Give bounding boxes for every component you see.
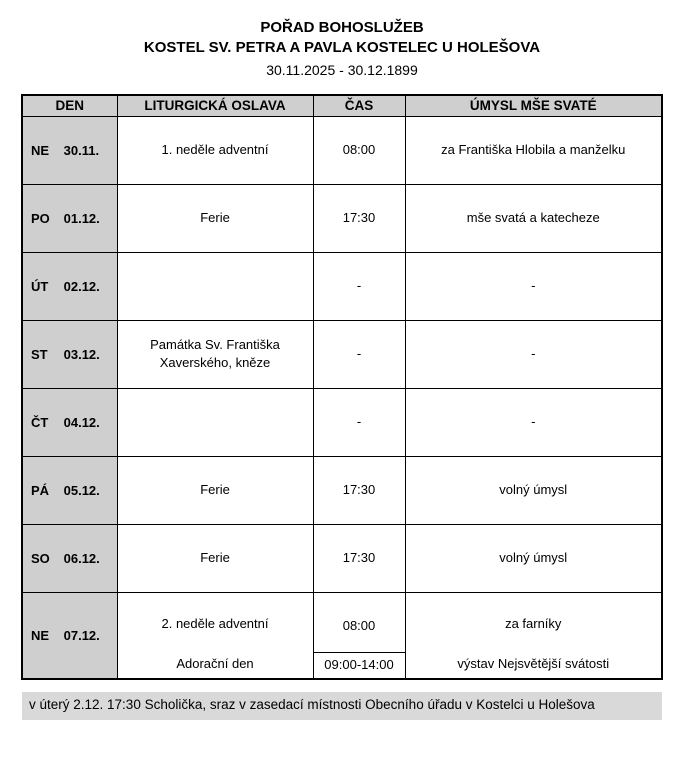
intention-line-2: výstav Nejsvětější svátosti — [457, 655, 610, 671]
header-row — [22, 95, 662, 116]
time-cell: 17:30 — [313, 184, 405, 252]
day-date: 05.12. — [63, 482, 100, 498]
day-date: 04.12. — [63, 414, 100, 430]
celebration-line-1: 2. neděle adventní — [161, 615, 269, 631]
day-cell — [22, 252, 117, 320]
day-cell — [22, 592, 117, 679]
table-row — [22, 524, 662, 592]
day-abbr: SO — [31, 550, 50, 566]
time-cell: - — [313, 388, 405, 456]
celebration-cell: Ferie — [117, 524, 313, 592]
day-cell — [22, 456, 117, 524]
column-header-den: DEN — [22, 95, 117, 116]
day-date: 03.12. — [63, 346, 100, 362]
time-line-2: 09:00-14:00 — [314, 652, 405, 678]
intention-cell: mše svatá a katecheze — [405, 184, 662, 252]
time-line-1: 08:00 — [342, 618, 376, 634]
day-date: 07.12. — [63, 627, 100, 643]
table-row — [22, 184, 662, 252]
footer-note: v úterý 2.12. 17:30 Scholička, sraz v zasedací místnosti Obecního úřadu v Kostelci u Holešova — [22, 692, 662, 720]
day-abbr: ČT — [31, 414, 49, 430]
day-date: 01.12. — [63, 210, 100, 226]
celebration-cell — [117, 252, 313, 320]
day-cell — [22, 184, 117, 252]
intention-cell — [405, 592, 662, 679]
time-cell: - — [313, 252, 405, 320]
table-row — [22, 116, 662, 184]
celebration-cell: Památka Sv. Františka Xaverského, kněze — [117, 320, 313, 388]
celebration-cell — [117, 388, 313, 456]
page-title: POŘAD BOHOSLUŽEB — [260, 19, 424, 36]
celebration-cell — [117, 592, 313, 679]
time-cell: 17:30 — [313, 524, 405, 592]
day-abbr: ÚT — [31, 278, 49, 294]
intention-cell: volný úmysl — [405, 456, 662, 524]
day-cell — [22, 524, 117, 592]
time-cell: 08:00 — [313, 116, 405, 184]
schedule-table — [21, 94, 663, 680]
day-date: 06.12. — [63, 550, 100, 566]
table-row — [22, 252, 662, 320]
intention-cell: - — [405, 252, 662, 320]
day-date: 30.11. — [63, 142, 100, 158]
column-header-umysl: ÚMYSL MŠE SVATÉ — [405, 95, 662, 116]
day-cell — [22, 116, 117, 184]
intention-cell: - — [405, 320, 662, 388]
day-abbr: NE — [31, 627, 50, 643]
time-cell: - — [313, 320, 405, 388]
intention-line-1: za farníky — [505, 615, 562, 631]
celebration-line-2: Adorační den — [176, 655, 254, 671]
time-cell: 17:30 — [313, 456, 405, 524]
day-abbr: ST — [31, 346, 48, 362]
day-abbr: NE — [31, 142, 50, 158]
intention-cell: - — [405, 388, 662, 456]
celebration-cell: 1. neděle adventní — [117, 116, 313, 184]
day-date: 02.12. — [63, 278, 100, 294]
title-block — [0, 0, 684, 80]
table-row — [22, 388, 662, 456]
celebration-cell: Ferie — [117, 184, 313, 252]
day-abbr: PÁ — [31, 482, 50, 498]
time-cell — [313, 592, 405, 679]
intention-cell: volný úmysl — [405, 524, 662, 592]
table-row — [22, 456, 662, 524]
table-row — [22, 320, 662, 388]
column-header-cas: ČAS — [313, 95, 405, 116]
page-subtitle: KOSTEL SV. PETRA A PAVLA KOSTELEC U HOLEŠOVA — [143, 39, 541, 56]
table-row — [22, 592, 662, 679]
day-abbr: PO — [31, 210, 50, 226]
day-cell — [22, 320, 117, 388]
date-range: 30.11.2025 - 30.12.1899 — [266, 62, 418, 78]
intention-cell: za Františka Hlobila a manželku — [405, 116, 662, 184]
celebration-cell: Ferie — [117, 456, 313, 524]
column-header-oslava: LITURGICKÁ OSLAVA — [117, 95, 313, 116]
day-cell — [22, 388, 117, 456]
